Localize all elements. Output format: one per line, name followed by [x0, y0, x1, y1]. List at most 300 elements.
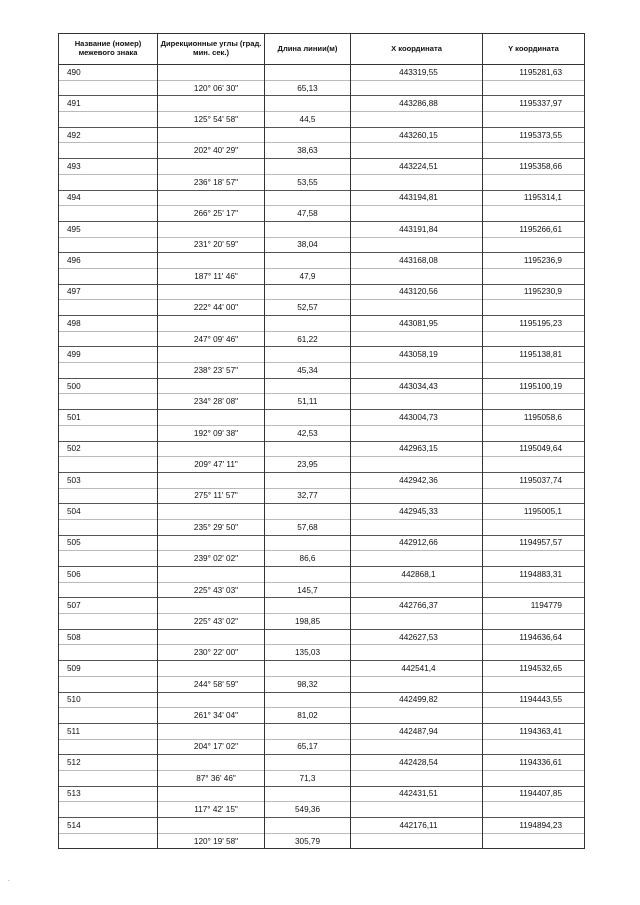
x-cell-empty	[351, 237, 483, 253]
y-cell-empty	[483, 708, 585, 724]
table-row	[59, 394, 585, 410]
boundary-mark-name: 499	[59, 347, 158, 363]
angle-cell-empty	[158, 598, 265, 614]
angle-cell-empty	[158, 504, 265, 520]
angle-cell-empty	[158, 410, 265, 426]
y-coordinate: 1195230,9	[483, 284, 585, 300]
angle-cell-empty	[158, 692, 265, 708]
name-cell-empty	[59, 206, 158, 222]
length-cell-empty	[265, 347, 351, 363]
table-row	[59, 221, 585, 237]
boundary-mark-name: 505	[59, 535, 158, 551]
table-row	[59, 80, 585, 96]
y-cell-empty	[483, 739, 585, 755]
y-cell-empty	[483, 143, 585, 159]
table-row	[59, 237, 585, 253]
x-coordinate: 443319,55	[351, 65, 483, 81]
name-cell-empty	[59, 112, 158, 128]
line-length: 305,79	[265, 833, 351, 849]
y-coordinate: 1195195,23	[483, 316, 585, 332]
x-cell-empty	[351, 363, 483, 379]
directional-angle: 209° 47' 11"	[158, 457, 265, 473]
y-cell-empty	[483, 300, 585, 316]
x-coordinate: 443058,19	[351, 347, 483, 363]
y-coordinate: 1195138,81	[483, 347, 585, 363]
table-row	[59, 425, 585, 441]
name-cell-empty	[59, 80, 158, 96]
x-cell-empty	[351, 519, 483, 535]
table-row	[59, 96, 585, 112]
length-cell-empty	[265, 65, 351, 81]
y-coordinate: 1194363,41	[483, 723, 585, 739]
x-coordinate: 442627,53	[351, 629, 483, 645]
boundary-mark-name: 508	[59, 629, 158, 645]
y-coordinate: 1194336,61	[483, 755, 585, 771]
y-cell-empty	[483, 174, 585, 190]
x-coordinate: 443286,88	[351, 96, 483, 112]
x-coordinate: 443034,43	[351, 378, 483, 394]
line-length: 65,13	[265, 80, 351, 96]
boundary-mark-name: 498	[59, 316, 158, 332]
length-cell-empty	[265, 159, 351, 175]
table-row	[59, 614, 585, 630]
table-body	[59, 65, 585, 849]
table-row	[59, 159, 585, 175]
table-row	[59, 802, 585, 818]
line-length: 23,95	[265, 457, 351, 473]
y-cell-empty	[483, 802, 585, 818]
y-cell-empty	[483, 614, 585, 630]
boundary-mark-name: 506	[59, 567, 158, 583]
length-cell-empty	[265, 441, 351, 457]
boundary-mark-name: 492	[59, 127, 158, 143]
length-cell-empty	[265, 598, 351, 614]
angle-cell-empty	[158, 567, 265, 583]
header-x: X координата	[351, 34, 483, 65]
boundary-mark-name: 494	[59, 190, 158, 206]
header-row	[59, 34, 585, 65]
table-row	[59, 692, 585, 708]
x-cell-empty	[351, 425, 483, 441]
angle-cell-empty	[158, 65, 265, 81]
x-coordinate: 442945,33	[351, 504, 483, 520]
x-coordinate: 442766,37	[351, 598, 483, 614]
table-row	[59, 441, 585, 457]
y-cell-empty	[483, 582, 585, 598]
length-cell-empty	[265, 818, 351, 834]
y-coordinate: 1195281,63	[483, 65, 585, 81]
line-length: 65,17	[265, 739, 351, 755]
boundary-mark-name: 491	[59, 96, 158, 112]
angle-cell-empty	[158, 472, 265, 488]
directional-angle: 234° 28' 08"	[158, 394, 265, 410]
y-coordinate: 1195236,9	[483, 253, 585, 269]
length-cell-empty	[265, 190, 351, 206]
table-row	[59, 723, 585, 739]
angle-cell-empty	[158, 535, 265, 551]
directional-angle: 266° 25' 17"	[158, 206, 265, 222]
directional-angle: 247° 09' 46"	[158, 331, 265, 347]
y-cell-empty	[483, 268, 585, 284]
table-row	[59, 661, 585, 677]
line-length: 57,68	[265, 519, 351, 535]
x-cell-empty	[351, 645, 483, 661]
y-cell-empty	[483, 457, 585, 473]
line-length: 198,85	[265, 614, 351, 630]
x-cell-empty	[351, 833, 483, 849]
x-coordinate: 442431,51	[351, 786, 483, 802]
x-coordinate: 443168,08	[351, 253, 483, 269]
boundary-mark-name: 511	[59, 723, 158, 739]
boundary-mark-name: 493	[59, 159, 158, 175]
angle-cell-empty	[158, 818, 265, 834]
angle-cell-empty	[158, 190, 265, 206]
name-cell-empty	[59, 802, 158, 818]
length-cell-empty	[265, 535, 351, 551]
angle-cell-empty	[158, 159, 265, 175]
y-coordinate: 1194957,57	[483, 535, 585, 551]
y-cell-empty	[483, 833, 585, 849]
boundary-mark-name: 509	[59, 661, 158, 677]
angle-cell-empty	[158, 629, 265, 645]
x-cell-empty	[351, 206, 483, 222]
boundary-mark-name: 504	[59, 504, 158, 520]
directional-angle: 117° 42' 15"	[158, 802, 265, 818]
y-cell-empty	[483, 676, 585, 692]
angle-cell-empty	[158, 253, 265, 269]
table-row	[59, 300, 585, 316]
table-row	[59, 786, 585, 802]
boundary-mark-name: 503	[59, 472, 158, 488]
directional-angle: 238° 23' 57"	[158, 363, 265, 379]
boundary-coordinates-table	[58, 33, 585, 849]
name-cell-empty	[59, 457, 158, 473]
table-row	[59, 519, 585, 535]
table-row	[59, 112, 585, 128]
directional-angle: 239° 02' 02"	[158, 551, 265, 567]
y-coordinate: 1194636,64	[483, 629, 585, 645]
angle-cell-empty	[158, 316, 265, 332]
angle-cell-empty	[158, 284, 265, 300]
y-cell-empty	[483, 425, 585, 441]
y-coordinate: 1194883,31	[483, 567, 585, 583]
table-row	[59, 770, 585, 786]
table-row	[59, 582, 585, 598]
x-coordinate: 443191,84	[351, 221, 483, 237]
table-row	[59, 378, 585, 394]
name-cell-empty	[59, 237, 158, 253]
name-cell-empty	[59, 488, 158, 504]
length-cell-empty	[265, 723, 351, 739]
table-row	[59, 833, 585, 849]
directional-angle: 202° 40' 29"	[158, 143, 265, 159]
directional-angle: 235° 29' 50"	[158, 519, 265, 535]
table-row	[59, 488, 585, 504]
table-row	[59, 676, 585, 692]
x-coordinate: 442487,94	[351, 723, 483, 739]
header-angle: Дирекционные углы (град. мин. сек.)	[158, 34, 265, 65]
angle-cell-empty	[158, 378, 265, 394]
length-cell-empty	[265, 567, 351, 583]
x-coordinate: 443004,73	[351, 410, 483, 426]
y-coordinate: 1195049,64	[483, 441, 585, 457]
length-cell-empty	[265, 410, 351, 426]
directional-angle: 192° 09' 38"	[158, 425, 265, 441]
table-row	[59, 174, 585, 190]
line-length: 86,6	[265, 551, 351, 567]
name-cell-empty	[59, 143, 158, 159]
table-row	[59, 755, 585, 771]
y-coordinate: 1195037,74	[483, 472, 585, 488]
table-row	[59, 347, 585, 363]
line-length: 81,02	[265, 708, 351, 724]
directional-angle: 120° 19' 58"	[158, 833, 265, 849]
angle-cell-empty	[158, 661, 265, 677]
angle-cell-empty	[158, 96, 265, 112]
directional-angle: 222° 44' 00"	[158, 300, 265, 316]
table-row	[59, 253, 585, 269]
line-length: 42,53	[265, 425, 351, 441]
table-row	[59, 551, 585, 567]
table-row	[59, 504, 585, 520]
length-cell-empty	[265, 472, 351, 488]
length-cell-empty	[265, 96, 351, 112]
boundary-mark-name: 490	[59, 65, 158, 81]
y-coordinate: 1195373,55	[483, 127, 585, 143]
x-coordinate: 443260,15	[351, 127, 483, 143]
directional-angle: 244° 58' 59"	[158, 676, 265, 692]
name-cell-empty	[59, 739, 158, 755]
length-cell-empty	[265, 316, 351, 332]
name-cell-empty	[59, 551, 158, 567]
table-row	[59, 143, 585, 159]
directional-angle: 125° 54' 58"	[158, 112, 265, 128]
directional-angle: 230° 22' 00"	[158, 645, 265, 661]
directional-angle: 225° 43' 03"	[158, 582, 265, 598]
line-length: 45,34	[265, 363, 351, 379]
y-cell-empty	[483, 519, 585, 535]
table-row	[59, 331, 585, 347]
name-cell-empty	[59, 582, 158, 598]
name-cell-empty	[59, 676, 158, 692]
table-row	[59, 457, 585, 473]
x-coordinate: 443224,51	[351, 159, 483, 175]
boundary-mark-name: 512	[59, 755, 158, 771]
header-y: Y координата	[483, 34, 585, 65]
length-cell-empty	[265, 692, 351, 708]
x-cell-empty	[351, 174, 483, 190]
table-row	[59, 206, 585, 222]
directional-angle: 187° 11' 46"	[158, 268, 265, 284]
table-row	[59, 567, 585, 583]
x-coordinate: 442428,54	[351, 755, 483, 771]
length-cell-empty	[265, 786, 351, 802]
name-cell-empty	[59, 394, 158, 410]
x-cell-empty	[351, 80, 483, 96]
x-cell-empty	[351, 488, 483, 504]
y-cell-empty	[483, 645, 585, 661]
table-row	[59, 190, 585, 206]
x-coordinate: 442942,36	[351, 472, 483, 488]
y-cell-empty	[483, 363, 585, 379]
name-cell-empty	[59, 331, 158, 347]
angle-cell-empty	[158, 347, 265, 363]
directional-angle: 275° 11' 57"	[158, 488, 265, 504]
x-cell-empty	[351, 300, 483, 316]
name-cell-empty	[59, 833, 158, 849]
boundary-mark-name: 497	[59, 284, 158, 300]
x-cell-empty	[351, 708, 483, 724]
directional-angle: 120° 06' 30"	[158, 80, 265, 96]
name-cell-empty	[59, 645, 158, 661]
header-name: Название (номер) межевого знака	[59, 34, 158, 65]
x-cell-empty	[351, 676, 483, 692]
length-cell-empty	[265, 755, 351, 771]
name-cell-empty	[59, 770, 158, 786]
length-cell-empty	[265, 127, 351, 143]
survey-document	[58, 33, 584, 849]
y-coordinate: 1194779	[483, 598, 585, 614]
y-coordinate: 1194894,23	[483, 818, 585, 834]
name-cell-empty	[59, 174, 158, 190]
margin-mark: .	[8, 877, 10, 883]
directional-angle: 261° 34' 04"	[158, 708, 265, 724]
angle-cell-empty	[158, 755, 265, 771]
angle-cell-empty	[158, 786, 265, 802]
table-row	[59, 268, 585, 284]
x-cell-empty	[351, 551, 483, 567]
name-cell-empty	[59, 268, 158, 284]
name-cell-empty	[59, 300, 158, 316]
y-cell-empty	[483, 206, 585, 222]
y-cell-empty	[483, 488, 585, 504]
angle-cell-empty	[158, 441, 265, 457]
y-cell-empty	[483, 112, 585, 128]
length-cell-empty	[265, 629, 351, 645]
table-row	[59, 598, 585, 614]
x-cell-empty	[351, 614, 483, 630]
table-row	[59, 410, 585, 426]
table-row	[59, 708, 585, 724]
table-row	[59, 316, 585, 332]
table-row	[59, 363, 585, 379]
x-cell-empty	[351, 331, 483, 347]
line-length: 32,77	[265, 488, 351, 504]
line-length: 98,32	[265, 676, 351, 692]
y-coordinate: 1195314,1	[483, 190, 585, 206]
line-length: 51,11	[265, 394, 351, 410]
length-cell-empty	[265, 504, 351, 520]
x-cell-empty	[351, 457, 483, 473]
line-length: 145,7	[265, 582, 351, 598]
boundary-mark-name: 495	[59, 221, 158, 237]
header-length: Длина линии(м)	[265, 34, 351, 65]
x-coordinate: 442541,4	[351, 661, 483, 677]
line-length: 71,3	[265, 770, 351, 786]
name-cell-empty	[59, 425, 158, 441]
line-length: 53,55	[265, 174, 351, 190]
x-coordinate: 442176,11	[351, 818, 483, 834]
table-row	[59, 127, 585, 143]
directional-angle: 236° 18' 57"	[158, 174, 265, 190]
x-cell-empty	[351, 394, 483, 410]
y-cell-empty	[483, 551, 585, 567]
table-row	[59, 284, 585, 300]
x-coordinate: 442912,66	[351, 535, 483, 551]
x-cell-empty	[351, 112, 483, 128]
y-coordinate: 1194407,85	[483, 786, 585, 802]
table-row	[59, 818, 585, 834]
x-cell-empty	[351, 143, 483, 159]
x-coordinate: 442868,1	[351, 567, 483, 583]
table-row	[59, 65, 585, 81]
y-coordinate: 1195358,66	[483, 159, 585, 175]
name-cell-empty	[59, 614, 158, 630]
angle-cell-empty	[158, 127, 265, 143]
y-cell-empty	[483, 770, 585, 786]
boundary-mark-name: 496	[59, 253, 158, 269]
directional-angle: 225° 43' 02"	[158, 614, 265, 630]
boundary-mark-name: 507	[59, 598, 158, 614]
boundary-mark-name: 500	[59, 378, 158, 394]
length-cell-empty	[265, 253, 351, 269]
line-length: 38,04	[265, 237, 351, 253]
length-cell-empty	[265, 661, 351, 677]
x-coordinate: 443120,56	[351, 284, 483, 300]
boundary-mark-name: 514	[59, 818, 158, 834]
y-coordinate: 1195266,61	[483, 221, 585, 237]
length-cell-empty	[265, 221, 351, 237]
y-coordinate: 1195005,1	[483, 504, 585, 520]
line-length: 549,36	[265, 802, 351, 818]
x-cell-empty	[351, 268, 483, 284]
line-length: 61,22	[265, 331, 351, 347]
x-cell-empty	[351, 582, 483, 598]
table-row	[59, 629, 585, 645]
length-cell-empty	[265, 284, 351, 300]
x-coordinate: 442499,82	[351, 692, 483, 708]
line-length: 52,57	[265, 300, 351, 316]
boundary-mark-name: 510	[59, 692, 158, 708]
line-length: 38,63	[265, 143, 351, 159]
y-cell-empty	[483, 331, 585, 347]
x-cell-empty	[351, 739, 483, 755]
table-row	[59, 645, 585, 661]
line-length: 44,5	[265, 112, 351, 128]
angle-cell-empty	[158, 221, 265, 237]
table-row	[59, 472, 585, 488]
x-cell-empty	[351, 802, 483, 818]
line-length: 47,58	[265, 206, 351, 222]
line-length: 47,9	[265, 268, 351, 284]
y-coordinate: 1195337,97	[483, 96, 585, 112]
y-coordinate: 1195100,19	[483, 378, 585, 394]
x-coordinate: 443194,81	[351, 190, 483, 206]
name-cell-empty	[59, 519, 158, 535]
table-row	[59, 535, 585, 551]
y-cell-empty	[483, 394, 585, 410]
y-coordinate: 1195058,6	[483, 410, 585, 426]
x-coordinate: 442963,15	[351, 441, 483, 457]
boundary-mark-name: 501	[59, 410, 158, 426]
y-cell-empty	[483, 237, 585, 253]
directional-angle: 87° 36' 46"	[158, 770, 265, 786]
y-cell-empty	[483, 80, 585, 96]
line-length: 135,03	[265, 645, 351, 661]
y-coordinate: 1194443,55	[483, 692, 585, 708]
directional-angle: 204° 17' 02"	[158, 739, 265, 755]
angle-cell-empty	[158, 723, 265, 739]
